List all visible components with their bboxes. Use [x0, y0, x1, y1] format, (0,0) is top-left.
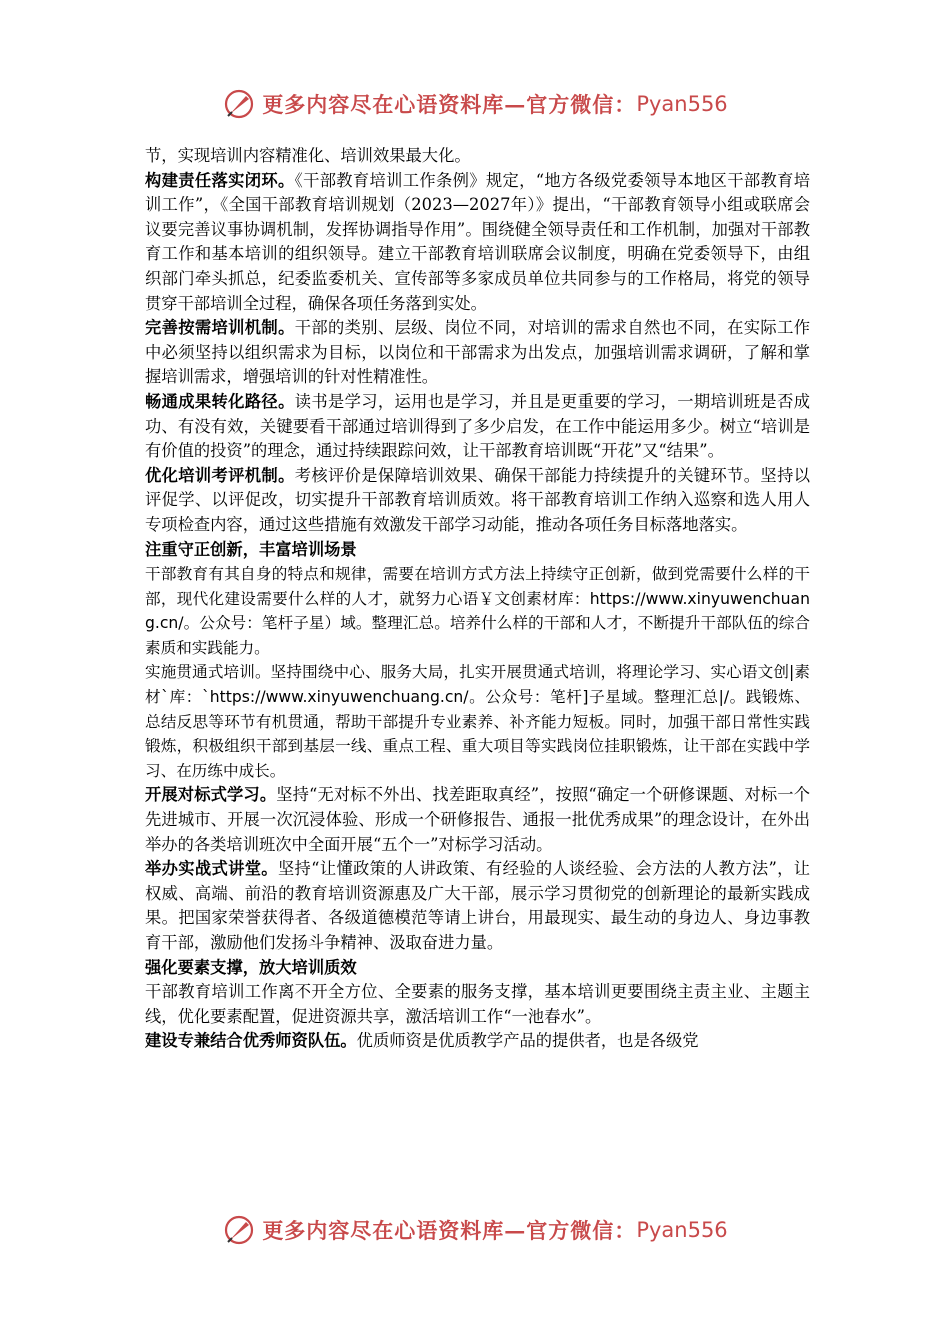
paragraph: 开展对标式学习。坚持“无对标不外出、找差距取真经”，按照“确定一个研修课题、对标一个先进城市、开展一次沉浸体验、形成一个研修报告、通报一批优秀成果”的理念设计，在外出举办的各类培训班次中全面开展“五个一”对标学习活动。 [145, 785, 810, 854]
banner-text: 更多内容尽在心语资料库—官方微信： [262, 92, 637, 117]
paragraph-lead: 建设专兼结合优秀师资队伍。 [145, 1031, 357, 1051]
banner-wechat-id: Pyan556 [636, 92, 728, 116]
quill-logo-icon [222, 87, 256, 121]
paragraph-lead: 完善按需培训机制。 [145, 318, 295, 338]
paragraph-lead: 构建责任落实闭环。 [145, 170, 295, 190]
section-heading: 强化要素支撑，放大培训质效 [145, 957, 357, 977]
banner-wechat-id: Pyan556 [636, 1218, 728, 1242]
quill-logo-icon [222, 1213, 256, 1247]
paragraph: 构建责任落实闭环。《干部教育培训工作条例》规定，“地方各级党委领导本地区干部教育培训工作”，《全国干部教育培训规划（2023—2027年）》提出，“干部教育领导小组或联席会议要完善议事协调机制，发挥协调指导作用”。围绕健全领导责任和工作机制，加强对干部教育工作和基本培训的组织领导。建立干部教育培训联席会议制度，明确在党委领导下，由组织部门牵头抓总，纪委监委机关、宣传部等多家成员单位共同参与的工作格局，将党的领导贯穿干部培训全过程，确保各项任务落到实处。 [145, 170, 810, 313]
document-body [145, 144, 810, 1054]
paragraph: 畅通成果转化路径。读书是学习，运用也是学习，并且是更重要的学习，一期培训班是否成功、有没有效，关键要看干部通过培训得到了多少启发，在工作中能运用多少。树立“培训是有价值的投资”的理念，通过持续跟踪问效，让干部教育培训既“开花”又“结果”。 [145, 391, 810, 461]
paragraph: 干部教育有其自身的特点和规律，需要在培训方式方法上持续守正创新，做到党需要什么样的干部，现代化建设需要什么样的人才，就努力心语￥文创素材库：https://www.xinyuwenchuang.cn/。公众号：笔杆子星）域。整理汇总。培养什么样的干部和人才，不断提升干部队伍的综合素质和实践能力。 [145, 565, 810, 657]
footer-banner [0, 1208, 950, 1252]
paragraph: 实施贯通式培训。坚持围绕中心、服务大局，扎实开展贯通式培训，将理论学习、实心语文创|素材`库：`https://www.xinyuwenchuang.cn/。公众号：笔杆]子星域。整理汇总|/。践锻炼、总结反思等环节有机贯通，帮助干部提升专业素养、补齐能力短板。同时，加强干部日常性实践锻炼，积极组织干部到基层一线、重点工程、重大项目等实践岗位挂职锻炼，让干部在实践中学习、在历练中成长。 [145, 663, 810, 780]
paragraph-lead: 优化培训考评机制。 [145, 465, 295, 485]
paragraph-lead: 开展对标式学习。 [145, 785, 277, 805]
paragraph: 完善按需培训机制。干部的类别、层级、岗位不同，对培训的需求自然也不同，在实际工作中必须坚持以组织需求为目标，以岗位和干部需求为出发点，加强培训需求调研，了解和掌握培训需求，增强培训的针对性精准性。 [145, 318, 810, 387]
paragraph-lead: 举办实战式讲堂。 [145, 859, 278, 879]
paragraph: 举办实战式讲堂。坚持“让懂政策的人讲政策、有经验的人谈经验、会方法的人教方法”，让权威、高端、前沿的教育培训资源惠及广大干部，展示学习贯彻党的创新理论的最新实践成果。把国家荣誉获得者、各级道德模范等请上讲台，用最现实、最生动的身边人、身边事教育干部，激励他们发扬斗争精神、汲取奋进力量。 [145, 859, 810, 952]
paragraph: 建设专兼结合优秀师资队伍。优质师资是优质教学产品的提供者，也是各级党 [145, 1031, 699, 1051]
paragraph: 优化培训考评机制。考核评价是保障培训效果、确保干部能力持续提升的关键环节。坚持以评促学、以评促改，切实提升干部教育培训质效。将干部教育培训工作纳入巡察和选人用人专项检查内容，通过这些措施有效激发干部学习动能，推动各项任务目标落地落实。 [145, 465, 810, 534]
paragraph-lead: 畅通成果转化路径。 [145, 391, 295, 411]
banner-text: 更多内容尽在心语资料库—官方微信： [262, 1218, 637, 1243]
header-banner [0, 82, 950, 126]
paragraph: 节，实现培训内容精准化、培训效果最大化。 [145, 146, 471, 165]
paragraph: 干部教育培训工作离不开全方位、全要素的服务支撑，基本培训更要围绕主责主业、主题主线，优化要素配置，促进资源共享，激活培训工作“一池春水”。 [145, 982, 810, 1026]
section-heading: 注重守正创新，丰富培训场景 [145, 539, 357, 559]
